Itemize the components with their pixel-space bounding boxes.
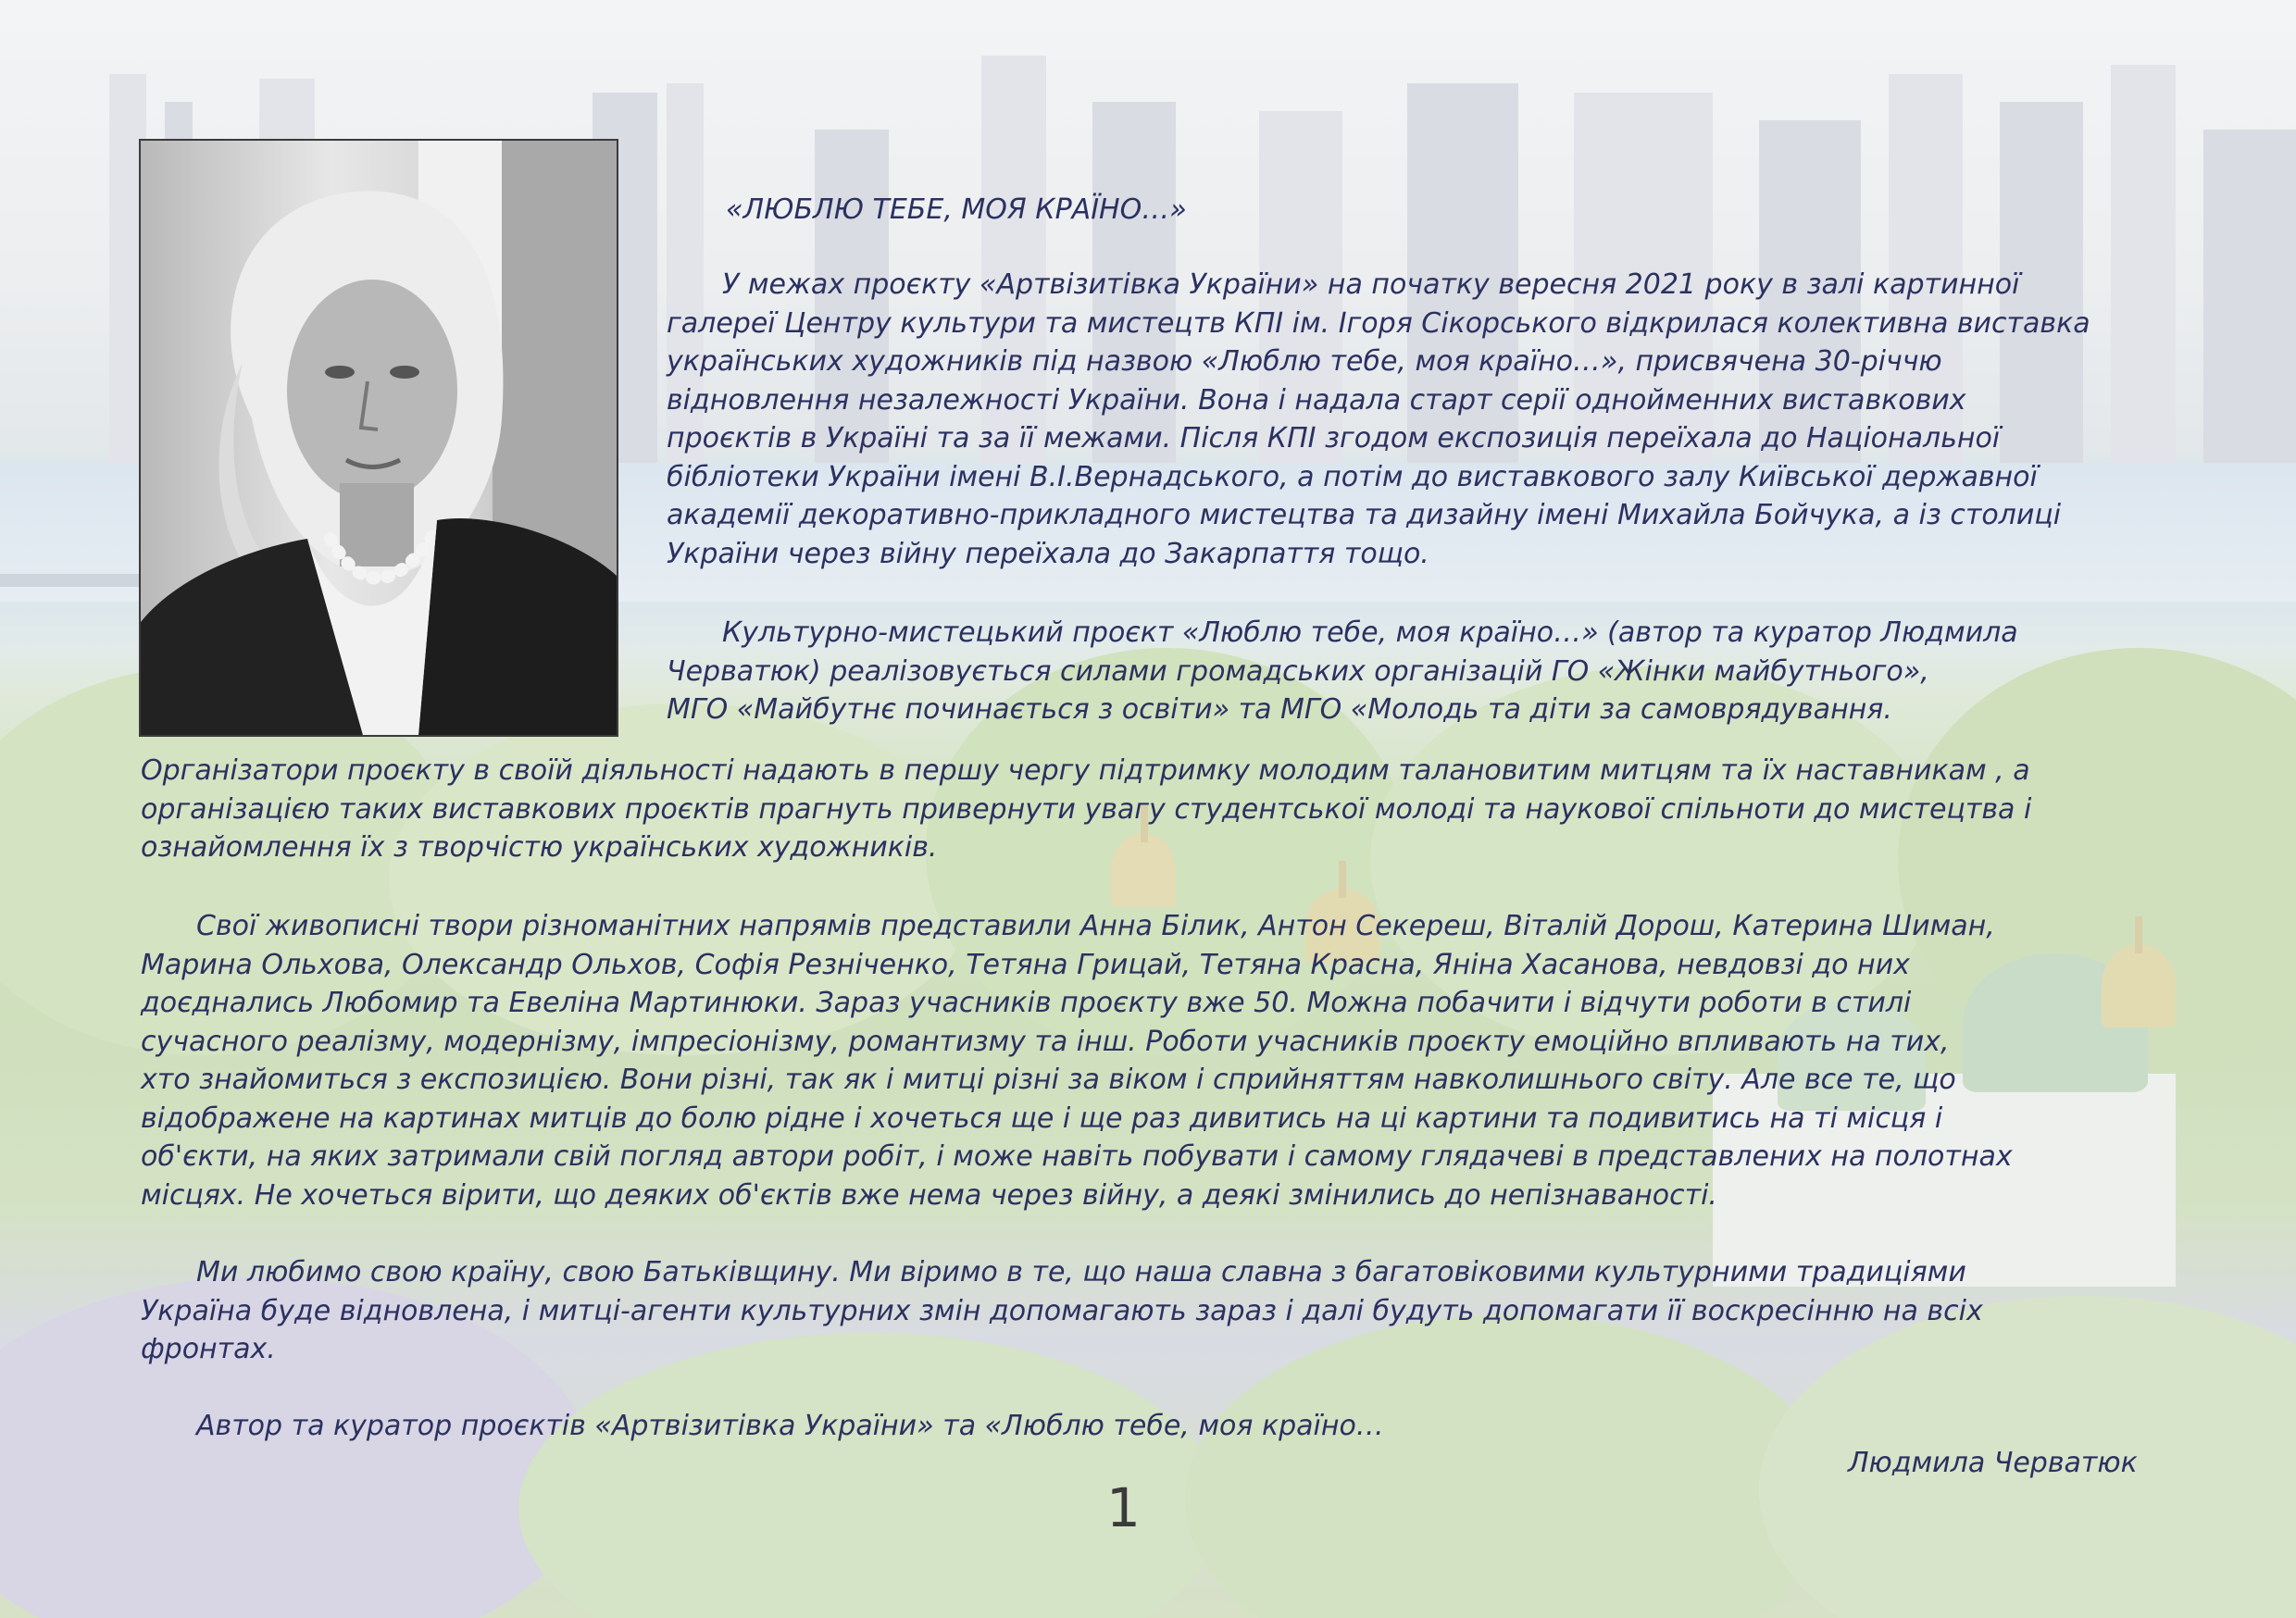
text-line: Культурно-мистецький проєкт «Люблю тебе, моя країно…» (автор та куратор Людмила — [722, 616, 2018, 649]
text-line: доєднались Любомир та Евеліна Мартинюки. Зараз учасників проєкту вже 50. Можна побачити і відчути роботи в стилі — [141, 987, 1912, 1019]
paragraph-homeland — [141, 1253, 1983, 1369]
text-line: Ми любимо свою країну, свою Батьківщину. Ми віримо в те, що наша славна з багатовіковими культурними традиціями — [196, 1256, 1966, 1288]
text-line: відновлення незалежності України. Вона і надала старт серії однойменних виставкових — [667, 383, 1966, 417]
text-line: українських художників під назвою «Люблю тебе, моя країно…», присвячена 30-річчю — [667, 345, 1942, 378]
text-line: Свої живописні твори різноманітних напрямів представили Анна Білик, Антон Секереш, Віталій Дорош, Катерина Шиман, — [196, 910, 1995, 942]
text-line: проєктів в Україні та за її межами. Після КПІ згодом експозиція переїхала до Національної — [667, 422, 2001, 454]
paragraph-participants — [141, 907, 2013, 1214]
text-line: відображене на картинах митців до болю рідне і хочеться ще і ще раз дивитись на ці картини та подивитись на ті місця і — [141, 1101, 1943, 1135]
article-heading: «ЛЮБЛЮ ТЕБЕ, МОЯ КРАЇНО…» — [726, 193, 1187, 226]
text-line: Марина Ольхова, Олександр Ольхов, Софія Резніченко, Тетяна Грицай, Тетяна Красна, Яніна Хасанова, невдовзі до них — [141, 948, 1910, 981]
text-line: бібліотеки України імені В.І.Вернадського, а потім до виставкового залу Київської державної — [667, 460, 2038, 493]
text-line: Черватюк) реалізовується силами громадських організацій ГО «Жінки майбутнього», — [667, 654, 1929, 688]
text-line: організацією таких виставкових проєктів прагнуть привернути увагу студентської молоді та наукової спільноти до мистецтва і — [141, 792, 2032, 826]
text-line: Автор та куратор проєктів «Артвізитівка України» та «Люблю тебе, моя країно… — [196, 1410, 1384, 1442]
text-line: фронтах. — [141, 1333, 276, 1365]
text-line: галереї Центру культури та мистецтв КПІ ім. Ігоря Сікорського відкрилася колективна виставка — [667, 306, 2090, 340]
text-line: хто знайомиться з експозицією. Вони різні, так як і митці різні за віком і сприйняттям навколишнього світу. Але все те, що — [141, 1064, 1956, 1096]
page-number: 1 — [1106, 1476, 1141, 1539]
text-line: місцях. Не хочеться вірити, що деяких об'єктів вже нема через війну, а деякі змінились до непізнаваності. — [141, 1178, 1717, 1212]
author-signature: Людмила Черватюк — [1848, 1447, 2138, 1479]
text-line: сучасного реалізму, модернізму, імпресіонізму, романтизму та інш. Роботи учасників проєкту емоційно впливають на тих, — [141, 1025, 1950, 1058]
text-line: України через війну переїхала до Закарпаття тощо. — [667, 537, 1429, 570]
author-portrait-photo — [139, 139, 618, 737]
paragraph-project-organizations — [667, 614, 2018, 729]
text-line: академії декоративно-прикладного мистецтва та дизайну імені Михайла Бойчука, а із столиці — [667, 499, 2062, 531]
text-line: об'єкти, на яких затримали свій погляд автори робіт, і може навіть побувати і самому глядачеві в представлених на полотнах — [141, 1140, 2013, 1173]
paragraph-author-credit — [141, 1407, 1384, 1446]
text-line: МГО «Майбутнє починається з освіти» та МГО «Молодь та діти за самоврядування. — [667, 693, 1892, 726]
paragraph-exhibition-history — [667, 266, 2090, 573]
paragraph-organizers-goals — [141, 752, 2031, 867]
text-line: ознайомлення їх з творчістю українських художників. — [141, 831, 938, 864]
text-line: Україна буде відновлена, і митці-агенти культурних змін допомагають зараз і далі будуть допомагати її воскресінню на всіх — [141, 1294, 1983, 1327]
text-line: У межах проєкту «Артвізитівка України» на початку вересня 2021 року в залі картинної — [722, 268, 2020, 301]
text-line: Організатори проєкту в своїй діяльності надають в першу чергу підтримку молодим талановитим митцям та їх наставникам , а — [141, 754, 2030, 787]
